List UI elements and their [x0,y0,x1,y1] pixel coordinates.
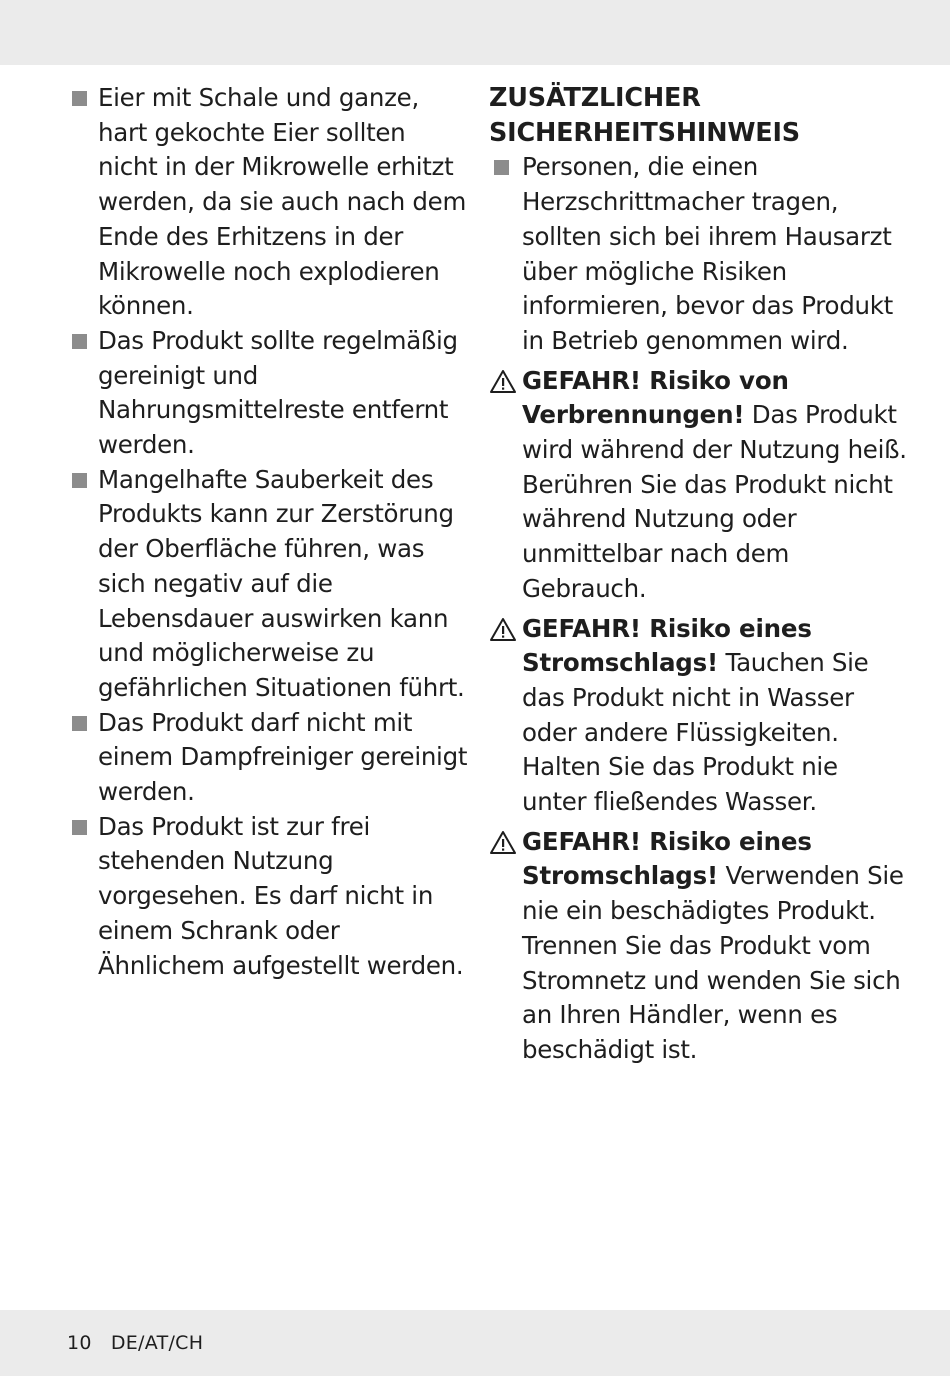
warning-block [489,612,909,820]
warning-text: Verwenden Sie nie ein beschädigtes Produkt. Trennen Sie das Produkt vom Stromnetz und wenden Sie sich an Ihren Händler, wenn es beschädigt ist. [522,861,904,1064]
list-item-text: Das Produkt sollte regelmäßig gereinigt und Nahrungsmittelreste entfernt werden. [98,325,458,460]
warning-title: GEFAHR! Risiko von Verbrennungen! [522,365,789,430]
list-item-text: Das Produkt ist zur frei stehenden Nutzung vorgesehen. Es darf nicht in einem Schrank oder Ähnlichem aufgestellt werden. [98,811,464,980]
list-item-text: Eier mit Schale und ganze, hart gekochte Eier sollten nicht in der Mikrowelle erhitzt werden, da sie auch nach dem Ende des Erhitzens in der Mikrowelle noch explodieren können. [98,83,467,321]
page-footer [67,1332,203,1354]
square-bullet-icon [72,820,87,835]
warning-text: Das Produkt wird während der Nutzung heiß. Berühren Sie das Produkt nicht während Nutzung oder unmittelbar nach dem Gebrauch. [522,400,907,603]
list-item [70,324,470,463]
square-bullet-icon [494,160,509,175]
left-column [70,81,470,983]
list-item-text: Mangelhafte Sauberkeit des Produkts kann zur Zerstörung der Oberfläche führen, was sich negativ auf die Lebensdauer auswirken kann und möglicherweise zu gefährlichen Situationen führt. [98,464,465,702]
warning-triangle-icon [489,617,517,642]
warning-text: Tauchen Sie das Produkt nicht in Wasser oder andere Flüssigkeiten. Halten Sie das Produkt nie unter fließendes Wasser. [522,648,869,817]
heading-line-1: ZUSÄTZLICHER [489,83,701,113]
warning-triangle-icon [489,830,517,855]
list-item [70,463,470,706]
warning-title: GEFAHR! Risiko eines Stromschlags! [522,613,812,678]
warning-block [489,825,909,1068]
square-bullet-icon [72,473,87,488]
square-bullet-icon [72,334,87,349]
section-heading [489,81,909,150]
square-bullet-icon [72,716,87,731]
region-label: DE/AT/CH [110,1332,204,1354]
list-item [70,810,470,984]
warning-triangle-icon [489,369,517,394]
list-item [70,81,470,324]
right-column [489,81,909,1068]
list-item-text: Das Produkt darf nicht mit einem Dampfreiniger gereinigt werden. [98,707,468,807]
list-item [70,706,470,810]
list-item-text: Personen, die einen Herzschrittmacher tragen, sollten sich bei ihrem Hausarzt über mögliche Risiken informieren, bevor das Produkt in Betrieb genommen wird. [522,152,893,355]
list-item [489,150,909,358]
heading-line-2: SICHERHEITSHINWEIS [489,117,800,148]
warning-title: GEFAHR! Risiko eines Stromschlags! [522,826,812,891]
top-band [0,0,950,65]
warning-block [489,364,909,607]
square-bullet-icon [72,91,87,106]
page-number: 10 [67,1332,92,1354]
